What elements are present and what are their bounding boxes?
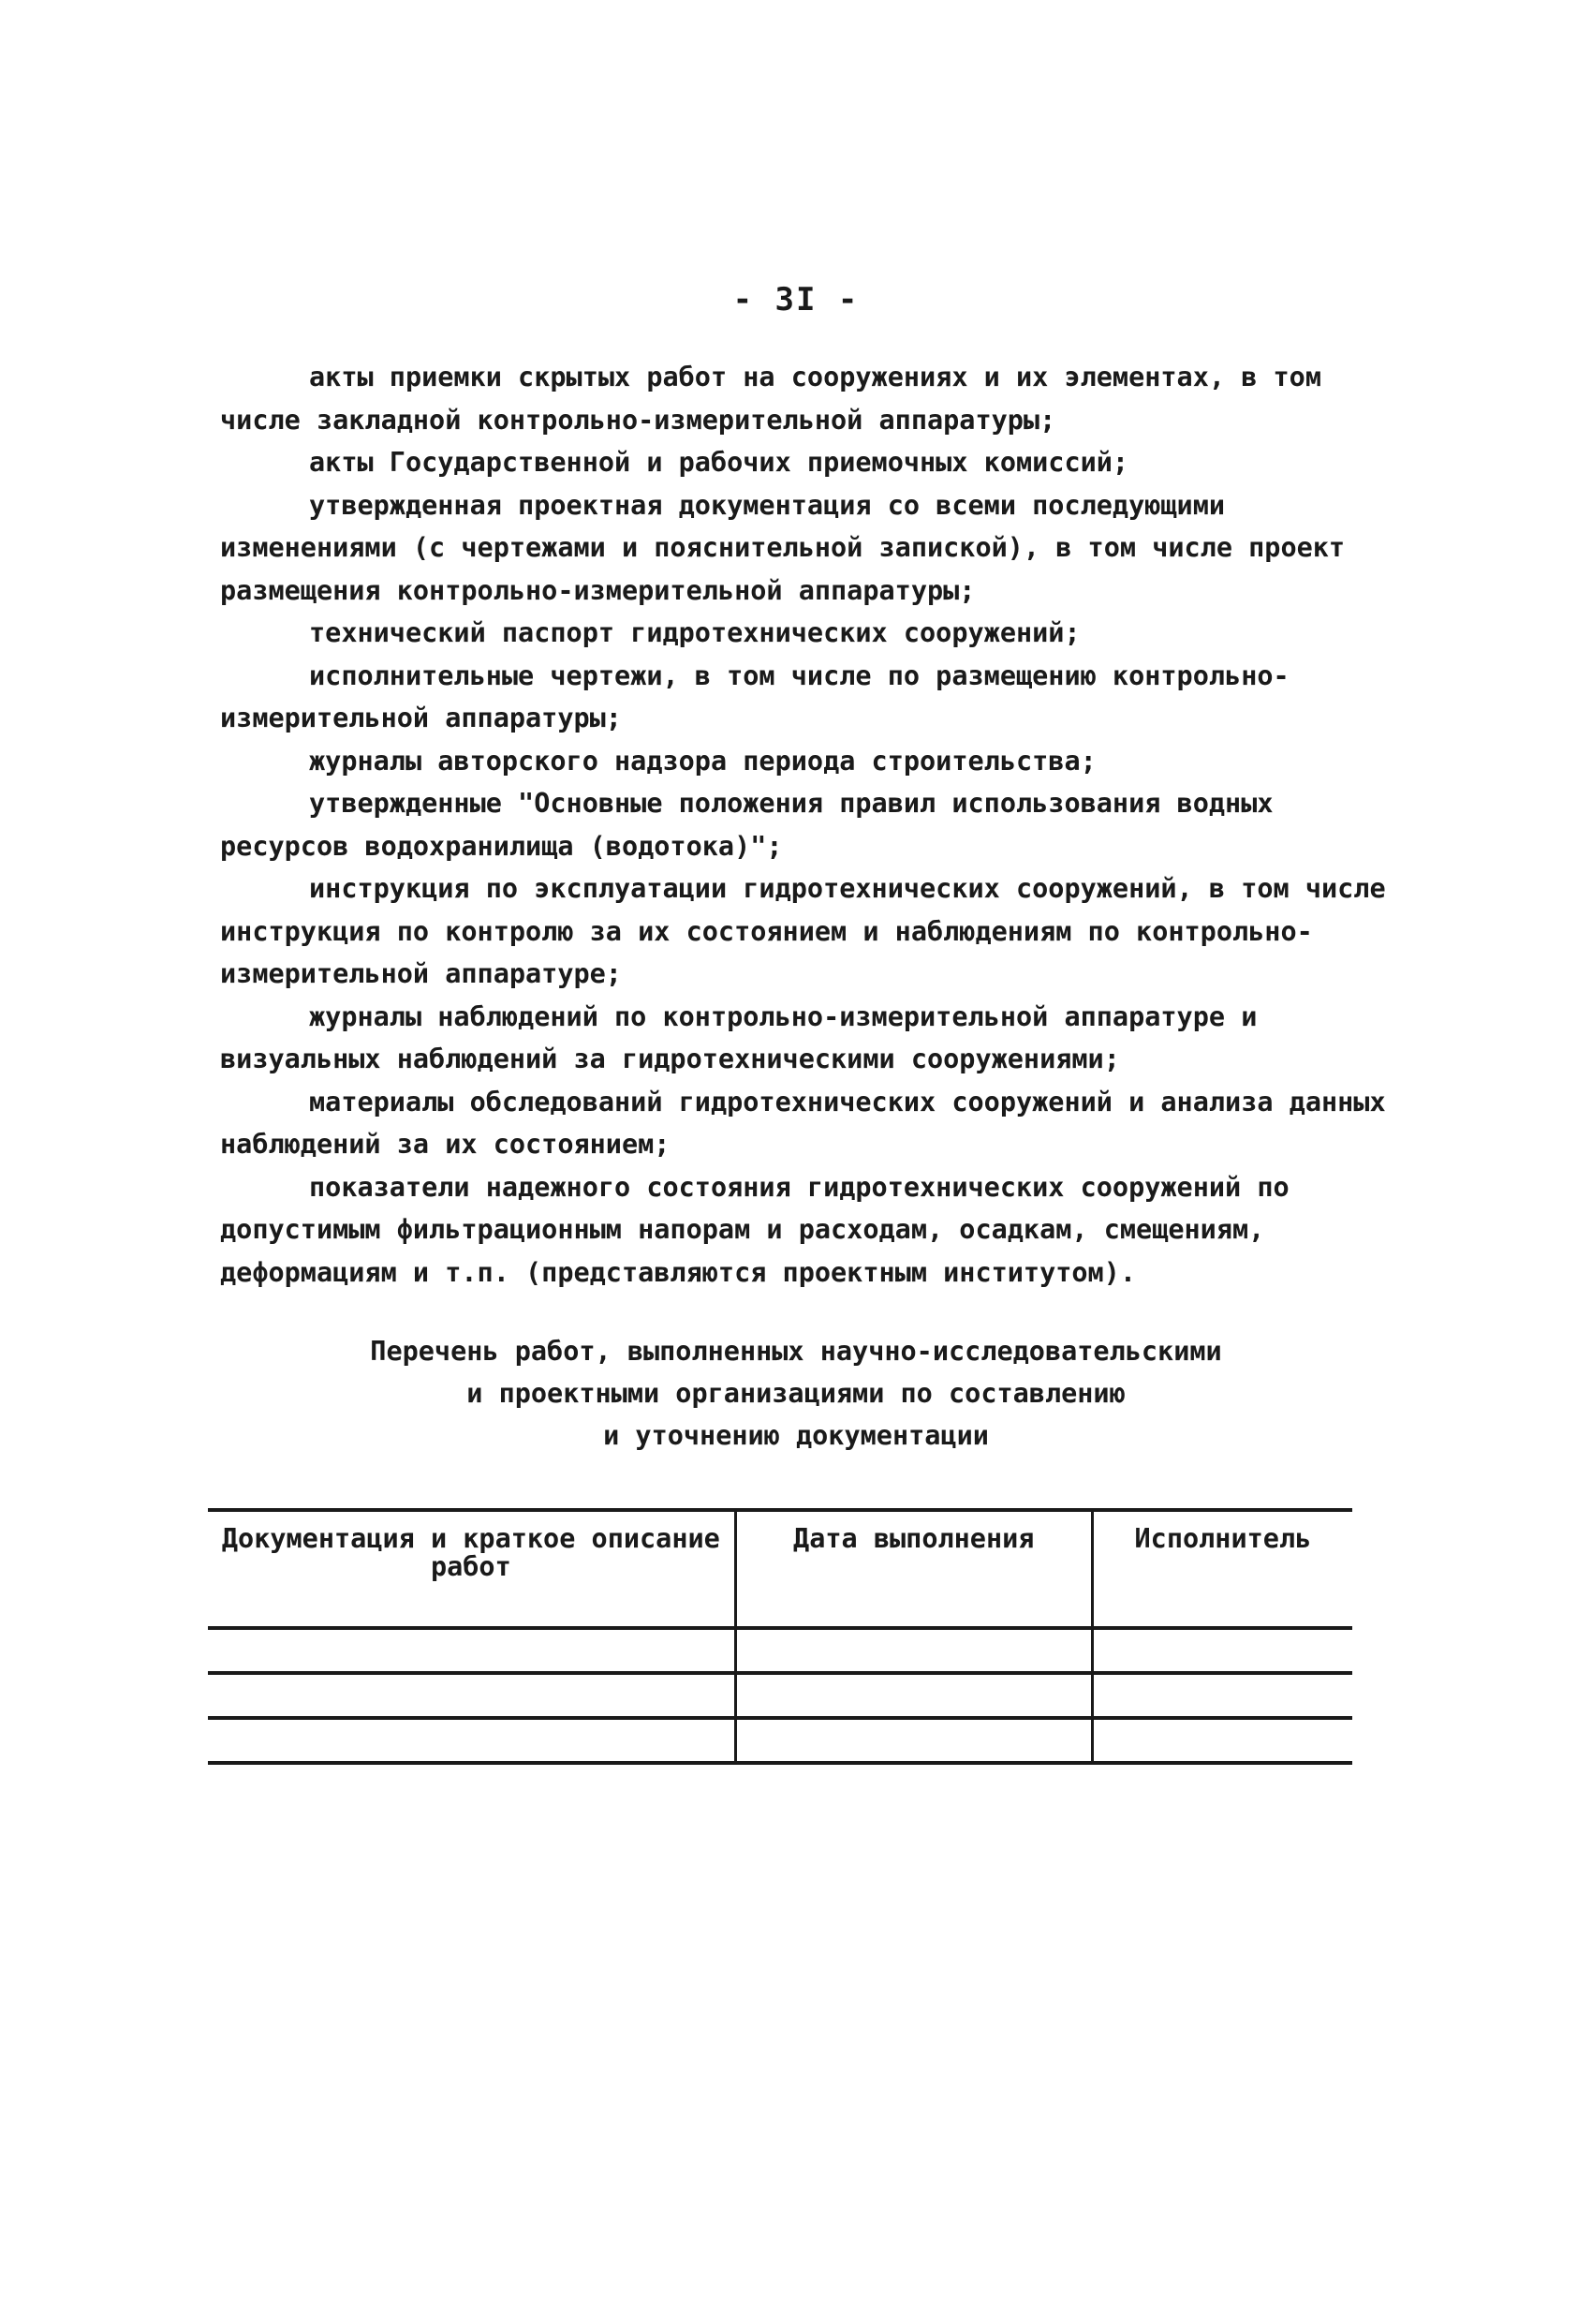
table-cell <box>1092 1673 1352 1718</box>
header-documentation: Документация и краткое описание работ <box>221 1523 720 1582</box>
header-executor: Исполнитель <box>1092 1510 1352 1628</box>
section-title-line: и проектными организациями по составлению <box>466 1378 1126 1409</box>
table-cell <box>1092 1628 1352 1673</box>
table-row <box>208 1628 1352 1673</box>
section-title-line: Перечень работ, выполненных научно-исследовательскими <box>370 1336 1222 1367</box>
table-cell <box>208 1673 735 1718</box>
table-cell <box>735 1718 1092 1763</box>
paragraph-reliability-indicators: показатели надежного состояния гидротехнических сооружений по допустимым фильтрационным напорам и расходам, осадкам, смещениям, деформациям и т.п. (представляются проектным институтом). <box>220 1171 1290 1288</box>
paragraph-observation-logs: журналы наблюдений по контрольно-измерительной аппаратуре и визуальных наблюдений за гидротехническими сооружениями; <box>220 1000 1258 1074</box>
paragraph-project-documentation: утвержденная проектная документация со всеми последующими изменениями (с чертежами и пояснительной запиской), в том числе проект размещения контрольно-измерительной аппаратуры; <box>220 489 1346 606</box>
table-row <box>208 1718 1352 1763</box>
document-body <box>220 356 1400 1294</box>
paragraph-survey-materials: материалы обследований гидротехнических сооружений и анализа данных наблюдений за их состоянием; <box>220 1086 1386 1160</box>
documentation-works-table <box>208 1508 1352 1765</box>
table-cell <box>735 1628 1092 1673</box>
paragraph-hidden-works-acts: акты приемки скрытых работ на сооружениях и их элементах, в том числе закладной контрольно-измерительной аппаратуры; <box>220 362 1321 436</box>
section-title-line: и уточнению документации <box>603 1420 989 1451</box>
table-cell <box>208 1628 735 1673</box>
paragraph-supervision-logs: журналы авторского надзора периода строительства; <box>309 745 1097 777</box>
table-cell <box>208 1718 735 1763</box>
paragraph-commission-acts: акты Государственной и рабочих приемочных комиссий; <box>309 447 1129 478</box>
page-number: - 3I - <box>732 281 860 318</box>
header-completion-date: Дата выполнения <box>735 1510 1092 1628</box>
section-title <box>0 1330 1592 1457</box>
table-header-row <box>208 1510 1352 1628</box>
paragraph-operation-instructions: инструкция по эксплуатации гидротехнических сооружений, в том числе инструкция по контролю за их состоянием и наблюдениям по контрольно-измерительной аппаратуре; <box>220 873 1386 989</box>
table-row <box>208 1673 1352 1718</box>
table-cell <box>1092 1718 1352 1763</box>
paragraph-water-use-rules: утвержденные "Основные положения правил использования водных ресурсов водохранилища (водотока)"; <box>220 788 1274 862</box>
paragraph-as-built-drawings: исполнительные чертежи, в том числе по размещению контрольно-измерительной аппаратуры; <box>220 659 1290 733</box>
table-cell <box>735 1673 1092 1718</box>
paragraph-technical-passport: технический паспорт гидротехнических сооружений; <box>309 617 1081 648</box>
